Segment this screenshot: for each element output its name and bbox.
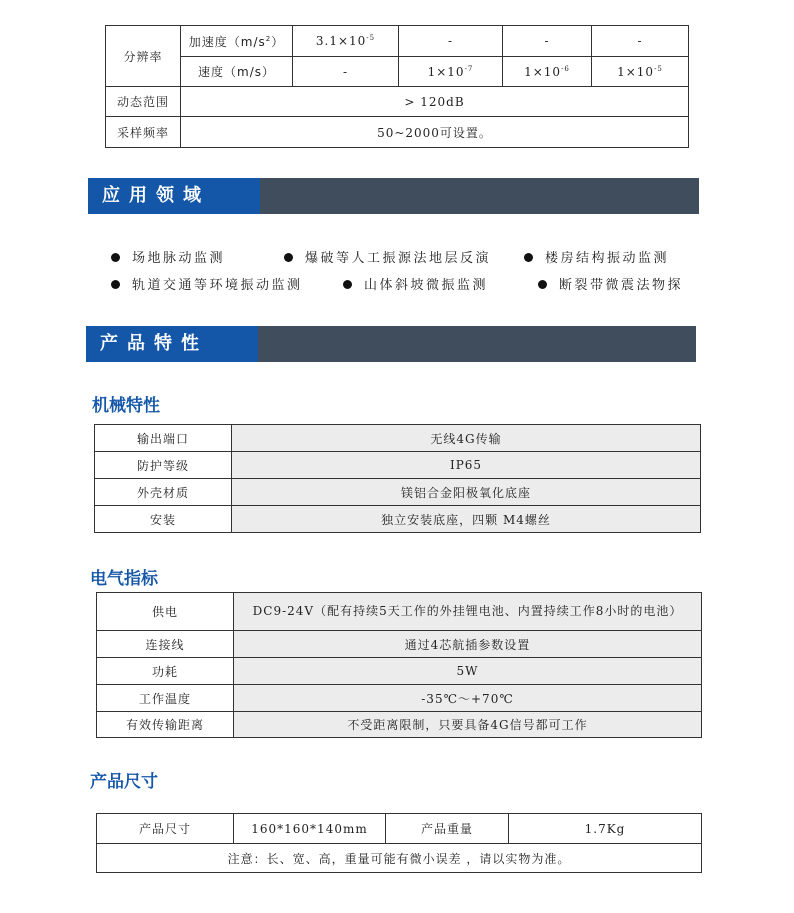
table-row-label: 工作温度	[97, 685, 234, 712]
table-row-label: 安装	[95, 506, 232, 533]
weight-label: 产品重量	[386, 814, 509, 844]
dash-cell: -	[592, 26, 689, 57]
dynamic-range-label: 动态范围	[106, 87, 181, 117]
table-row-value: -35℃～+70℃	[234, 685, 702, 712]
table-row-value: DC9-24V（配有持续5天工作的外挂锂电池、内置持续工作8小时的电池）	[234, 593, 702, 631]
dynamic-range-value: > 120dB	[181, 87, 689, 117]
table-row-value: 5W	[234, 658, 702, 685]
size-label: 产品尺寸	[97, 814, 234, 844]
bullet-icon	[111, 253, 120, 262]
bullet-icon	[284, 253, 293, 262]
size-value: 160*160*140mm	[234, 814, 386, 844]
spec-table	[105, 25, 689, 148]
table-row-value: IP65	[232, 452, 701, 479]
dash-cell: -	[399, 26, 503, 57]
table-row-label: 供电	[97, 593, 234, 631]
bullet-icon	[111, 280, 120, 289]
table-row-value: 独立安装底座，四颗 M4螺丝	[232, 506, 701, 533]
features-title: 产品特性	[86, 326, 258, 362]
applications-banner	[88, 178, 699, 214]
mechanical-heading: 机械特性	[92, 396, 160, 416]
accel-value: $3.1\times 10^{-5}$	[293, 26, 399, 57]
table-row-label: 输出端口	[95, 425, 232, 452]
dash-cell: -	[293, 57, 399, 87]
table-row-label: 有效传输距离	[97, 712, 234, 738]
bullet-icon	[538, 280, 547, 289]
app-item: 场地脉动监测	[111, 247, 225, 266]
bullet-icon	[343, 280, 352, 289]
applications-title: 应用领域	[88, 178, 260, 214]
sampling-label: 采样频率	[106, 117, 181, 148]
dash-cell: -	[503, 26, 592, 57]
velocity-label: 速度（m/s）	[181, 57, 293, 87]
dimensions-heading: 产品尺寸	[90, 772, 158, 792]
app-item: 爆破等人工振源法地层反演	[284, 247, 491, 266]
table-row-value: 不受距离限制，只要具备4G信号都可工作	[234, 712, 702, 738]
table-row-label: 功耗	[97, 658, 234, 685]
table-row-label: 防护等级	[95, 452, 232, 479]
table-row-label: 外壳材质	[95, 479, 232, 506]
features-banner	[86, 326, 696, 362]
velocity-value-1: $1\times 10^{-7}$	[399, 57, 503, 87]
mechanical-table	[94, 424, 701, 533]
accel-label: 加速度$(m/s^2)$	[181, 26, 293, 57]
electrical-table	[96, 592, 702, 738]
velocity-value-3: $1\times 10^{-5}$	[592, 57, 689, 87]
bullet-icon	[524, 253, 533, 262]
table-row-value: 镁铝合金阳极氧化底座	[232, 479, 701, 506]
sampling-value: 50~2000可设置。	[181, 117, 689, 148]
table-row-value: 通过4芯航插参数设置	[234, 631, 702, 658]
table-row-label: 连接线	[97, 631, 234, 658]
resolution-label: 分辨率	[106, 26, 181, 87]
table-row-value: 无线4G传输	[232, 425, 701, 452]
app-item: 楼房结构振动监测	[524, 247, 669, 266]
electrical-heading: 电气指标	[90, 569, 158, 589]
weight-value: 1.7Kg	[509, 814, 702, 844]
dimensions-note: 注意：长、宽、高，重量可能有微小误差 ，请以实物为准。	[97, 844, 702, 873]
app-item: 山体斜坡微振监测	[343, 274, 488, 293]
app-item: 轨道交通等环境振动监测	[111, 274, 303, 293]
velocity-value-2: $1\times 10^{-6}$	[503, 57, 592, 87]
app-item: 断裂带微震法物探	[538, 274, 683, 293]
dimensions-table	[96, 813, 702, 873]
